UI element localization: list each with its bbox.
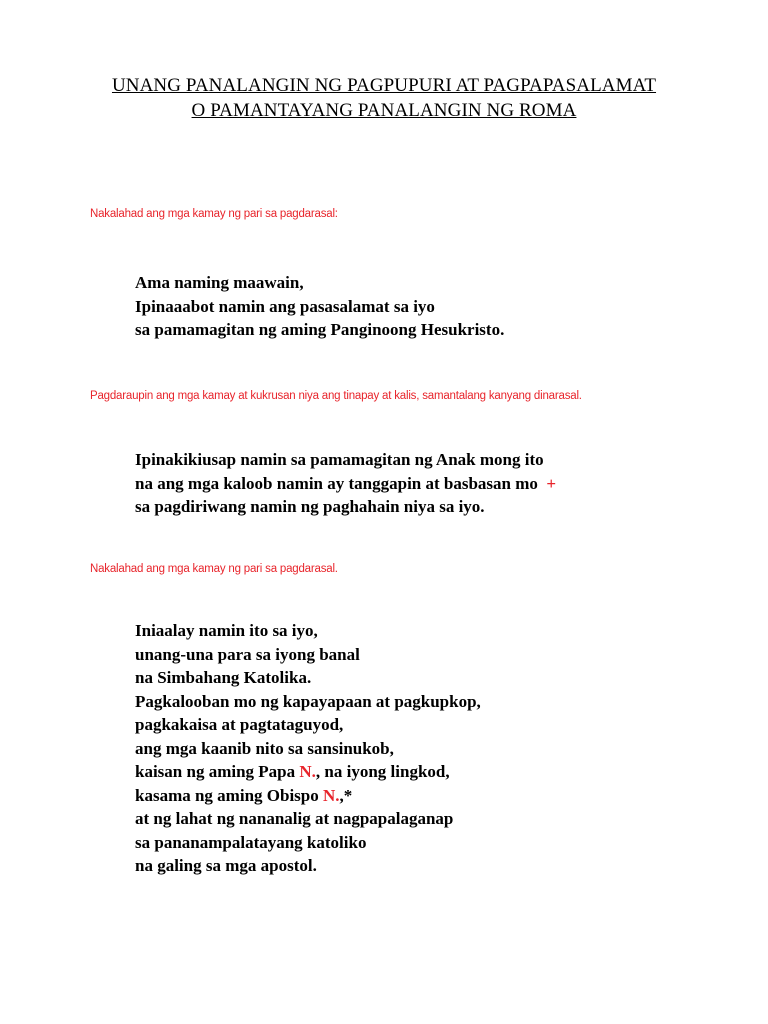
prayer-block-2 bbox=[135, 448, 556, 519]
rubric-3: Nakalahad ang mga kamay ng pari sa pagdarasal. bbox=[90, 563, 338, 575]
prayer2-line: Ipinakikiusap namin sa pamamagitan ng Anak mong ito bbox=[135, 450, 544, 469]
prayer2-line-text: na ang mga kaloob namin ay tanggapin at basbasan mo bbox=[135, 473, 538, 493]
prayer3-line: na Simbahang Katolika. bbox=[135, 668, 312, 687]
prayer3-line: ang mga kaanib nito sa sansinukob, bbox=[135, 738, 394, 758]
prayer3-line: na galing sa mga apostol. bbox=[135, 856, 317, 875]
prayer1-line: Ama naming maawain, bbox=[135, 273, 304, 292]
pope-line-prefix: kaisan ng aming Papa bbox=[135, 762, 300, 781]
document-title-line1: UNANG PANALANGIN NG PAGPUPURI AT PAGPAPASALAMAT bbox=[111, 75, 657, 96]
prayer1-line: sa pamamagitan ng aming Panginoong Hesukristo. bbox=[135, 320, 505, 339]
bishop-name-placeholder: N. bbox=[323, 785, 340, 805]
prayer1-line: Ipinaaabot namin ang pasasalamat sa iyo bbox=[135, 296, 435, 316]
document-title-line2: O PAMANTAYANG PANALANGIN NG ROMA bbox=[191, 100, 577, 121]
prayer3-line: unang-una para sa iyong banal bbox=[135, 644, 360, 664]
rubric-1: Nakalahad ang mga kamay ng pari sa pagdarasal: bbox=[90, 208, 338, 220]
pope-line-suffix: , na iyong lingkod, bbox=[315, 762, 450, 781]
prayer3-line: Iniaalay namin ito sa iyo, bbox=[135, 621, 318, 640]
pope-name-placeholder: N. bbox=[299, 762, 316, 781]
prayer3-line-pope bbox=[135, 760, 481, 784]
prayer-block-3 bbox=[135, 619, 481, 878]
prayer3-line-bishop bbox=[135, 784, 481, 808]
bishop-line-suffix: ,* bbox=[339, 785, 353, 805]
prayer-block-1 bbox=[135, 271, 504, 342]
prayer2-line-with-cross bbox=[135, 472, 556, 496]
prayer3-line: at ng lahat ng nananalig at nagpapalaganap bbox=[135, 809, 454, 828]
sign-of-cross-mark: + bbox=[546, 473, 557, 493]
bishop-line-prefix: kasama ng aming Obispo bbox=[135, 785, 323, 805]
prayer3-line: sa pananampalatayang katoliko bbox=[135, 832, 367, 852]
prayer3-line: pagkakaisa at pagtataguyod, bbox=[135, 715, 344, 734]
rubric-2: Pagdaraupin ang mga kamay at kukrusan niya ang tinapay at kalis, samantalang kanyang dinarasal. bbox=[90, 390, 582, 402]
prayer2-line: sa pagdiriwang namin ng paghahain niya sa iyo. bbox=[135, 497, 485, 516]
prayer3-line: Pagkalooban mo ng kapayapaan at pagkupkop, bbox=[135, 691, 481, 711]
